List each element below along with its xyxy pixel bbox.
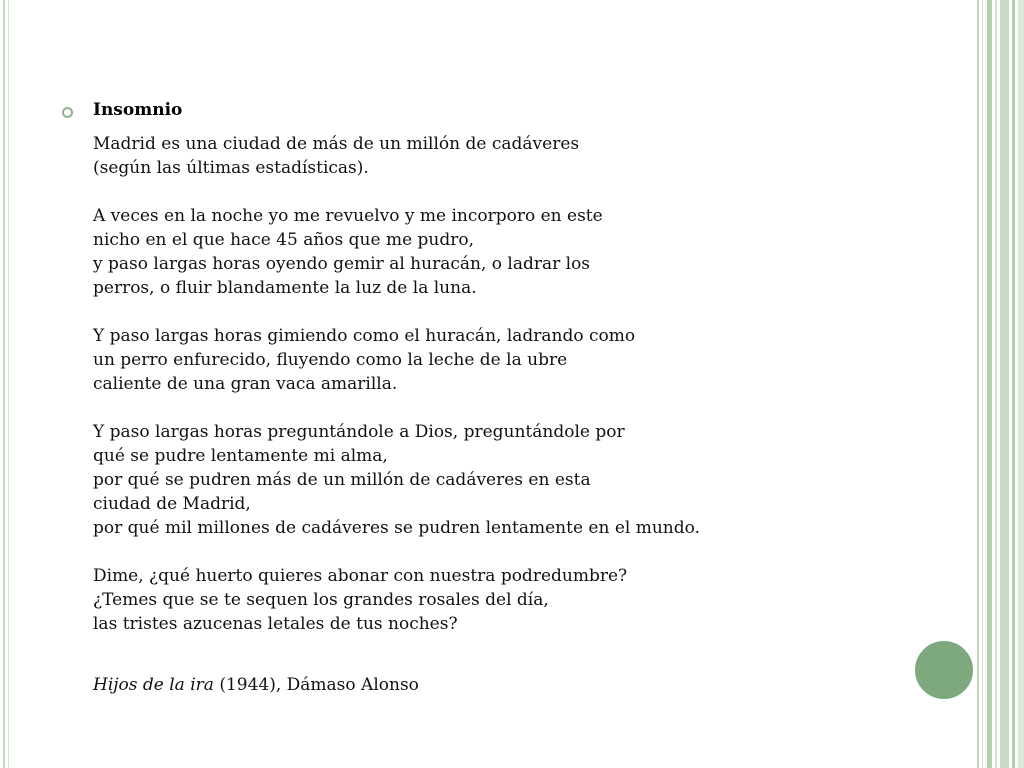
poem-line: A veces en la noche yo me revuelvo y me incorporo en este [93, 206, 603, 226]
citation-work-title: Hijos de la ira [93, 675, 214, 695]
stanza-break [93, 300, 893, 324]
poem-line: las tristes azucenas letales de tus noches? [93, 614, 458, 634]
poem-line: Y paso largas horas preguntándole a Dios, preguntándole por [93, 422, 625, 442]
decorative-stripe [987, 0, 992, 768]
poem-line: Dime, ¿qué huerto quieres abonar con nuestra podredumbre? [93, 566, 628, 586]
poem-line: (según las últimas estadísticas). [93, 158, 369, 178]
decorative-stripe [977, 0, 979, 768]
poem-line: y paso largas horas oyendo gemir al huracán, o ladrar los [93, 254, 591, 274]
poem-line: caliente de una gran vaca amarilla. [93, 374, 398, 394]
bullet-icon [62, 107, 73, 118]
poem-title: Insomnio [93, 100, 183, 120]
citation [93, 675, 419, 695]
decorative-stripe [1000, 0, 1009, 768]
poem-line: perros, o fluir blandamente la luz de la luna. [93, 278, 477, 298]
poem-line: un perro enfurecido, fluyendo como la leche de la ubre [93, 350, 568, 370]
stanza-break [93, 180, 893, 204]
decorative-stripe [1018, 0, 1024, 768]
poem-line: Y paso largas horas gimiendo como el huracán, ladrando como [93, 326, 636, 346]
poem-line: por qué se pudren más de un millón de cadáveres en esta [93, 470, 591, 490]
poem-line: nicho en el que hace 45 años que me pudro, [93, 230, 475, 250]
poem-line: Madrid es una ciudad de más de un millón de cadáveres [93, 134, 580, 154]
poem-line: ciudad de Madrid, [93, 494, 251, 514]
citation-details: (1944), Dámaso Alonso [213, 675, 419, 695]
stanza-break [93, 396, 893, 420]
stanza-break [93, 540, 893, 564]
left-border-line [8, 0, 9, 768]
decorative-stripe [1012, 0, 1015, 768]
left-border-line [3, 0, 5, 768]
poem-body [93, 132, 893, 636]
decorative-stripe [995, 0, 997, 768]
poem-line: por qué mil millones de cadáveres se pudren lentamente en el mundo. [93, 518, 700, 538]
poem-line: qué se pudre lentamente mi alma, [93, 446, 388, 466]
poem-line: ¿Temes que se te sequen los grandes rosales del día, [93, 590, 549, 610]
decorative-circle-icon [913, 639, 975, 701]
decorative-stripe [982, 0, 983, 768]
